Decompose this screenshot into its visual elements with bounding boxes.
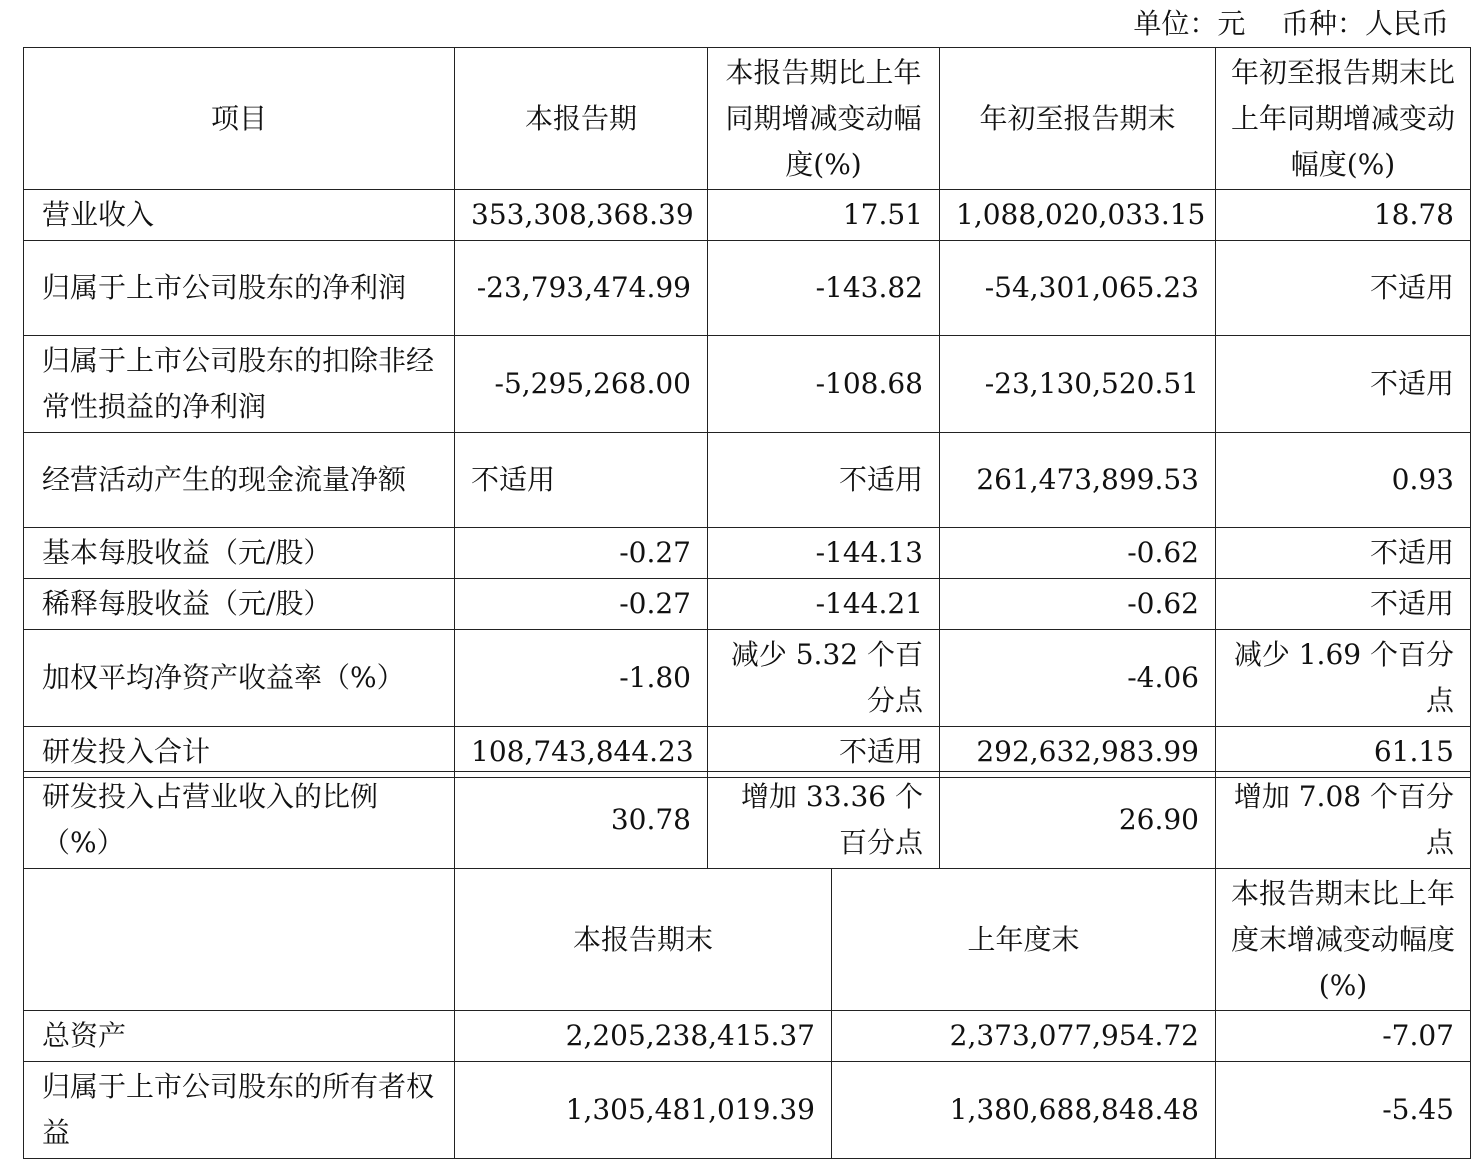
cell: 增加 33.36 个百分点: [708, 772, 940, 869]
cell: -144.21: [708, 579, 940, 630]
cell: 不适用: [455, 433, 708, 528]
cell: 292,632,983.99: [940, 727, 1216, 778]
cell: -1.80: [455, 630, 708, 727]
table-row: [24, 336, 1471, 433]
cell: -7.07: [1216, 1011, 1471, 1062]
row-label: 基本每股收益（元/股）: [24, 528, 455, 579]
cell: -54,301,065.23: [940, 241, 1216, 336]
cell: 2,205,238,415.37: [455, 1011, 832, 1062]
header-period-end: 本报告期末: [455, 869, 832, 1011]
cell: -0.62: [940, 579, 1216, 630]
row-label: 营业收入: [24, 190, 455, 241]
cell: 减少 5.32 个百分点: [708, 630, 940, 727]
cell: 108,743,844.23: [455, 727, 708, 778]
row-label: 归属于上市公司股东的净利润: [24, 241, 455, 336]
row-label: 稀释每股收益（元/股）: [24, 579, 455, 630]
cell: 26.90: [940, 772, 1216, 869]
table-row: [24, 772, 1471, 869]
cell: 18.78: [1216, 190, 1471, 241]
cell: 261,473,899.53: [940, 433, 1216, 528]
header-current-period: 本报告期: [455, 48, 708, 190]
cell: 不适用: [708, 727, 940, 778]
row-label: 归属于上市公司股东的所有者权益: [24, 1062, 455, 1159]
financial-indicators-table: [23, 47, 1471, 778]
cell: -143.82: [708, 241, 940, 336]
table-row: [24, 579, 1471, 630]
cell: 0.93: [1216, 433, 1471, 528]
cell: -108.68: [708, 336, 940, 433]
table-header-row: [24, 48, 1471, 190]
cell: -144.13: [708, 528, 940, 579]
cell: 2,373,077,954.72: [832, 1011, 1216, 1062]
cell: -5,295,268.00: [455, 336, 708, 433]
cell: 不适用: [1216, 528, 1471, 579]
table-row: [24, 528, 1471, 579]
row-label: 加权平均净资产收益率（%）: [24, 630, 455, 727]
cell: -5.45: [1216, 1062, 1471, 1159]
header-ytd-change: 年初至报告期末比上年同期增减变动幅度(%): [1216, 48, 1471, 190]
table-header-row: [24, 869, 1471, 1011]
row-label: 归属于上市公司股东的扣除非经常性损益的净利润: [24, 336, 455, 433]
cell: -4.06: [940, 630, 1216, 727]
cell: 1,305,481,019.39: [455, 1062, 832, 1159]
cell: -0.27: [455, 528, 708, 579]
cell: 30.78: [455, 772, 708, 869]
header-prior-year-end: 上年度末: [832, 869, 1216, 1011]
row-label: 总资产: [24, 1011, 455, 1062]
header-ytd: 年初至报告期末: [940, 48, 1216, 190]
cell: 不适用: [1216, 579, 1471, 630]
header-change: 本报告期末比上年度末增减变动幅度(%): [1216, 869, 1471, 1011]
row-label: 研发投入占营业收入的比例（%）: [24, 772, 455, 869]
cell: 不适用: [1216, 336, 1471, 433]
table-row: [24, 630, 1471, 727]
cell: -23,130,520.51: [940, 336, 1216, 433]
table-row: [24, 1011, 1471, 1062]
cell: 353,308,368.39: [455, 190, 708, 241]
cell: -23,793,474.99: [455, 241, 708, 336]
table-row: [24, 1062, 1471, 1159]
table-row: [24, 433, 1471, 528]
cell: -0.27: [455, 579, 708, 630]
cell: 61.15: [1216, 727, 1471, 778]
cell: 1,380,688,848.48: [832, 1062, 1216, 1159]
table-row: [24, 727, 1471, 778]
row-label: 经营活动产生的现金流量净额: [24, 433, 455, 528]
cell: 17.51: [708, 190, 940, 241]
unit-currency-note: 单位：元 币种：人民币: [1133, 7, 1449, 40]
cell: 1,088,020,033.15: [940, 190, 1216, 241]
header-current-period-change: 本报告期比上年同期增减变动幅度(%): [708, 48, 940, 190]
balance-indicators-table: [23, 771, 1471, 1159]
cell: 不适用: [1216, 241, 1471, 336]
table-row: [24, 190, 1471, 241]
header-item: [24, 869, 455, 1011]
header-item: 项目: [24, 48, 455, 190]
cell: 减少 1.69 个百分点: [1216, 630, 1471, 727]
cell: -0.62: [940, 528, 1216, 579]
row-label: 研发投入合计: [24, 727, 455, 778]
table-row: [24, 241, 1471, 336]
cell: 增加 7.08 个百分点: [1216, 772, 1471, 869]
cell: 不适用: [708, 433, 940, 528]
